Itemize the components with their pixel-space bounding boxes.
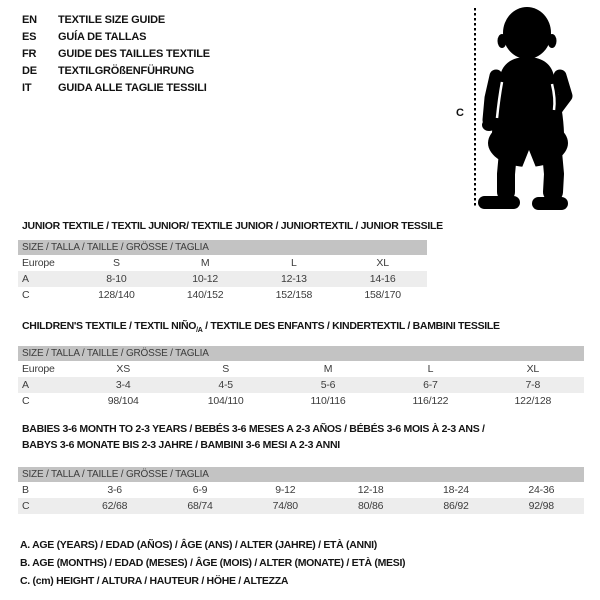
size-header-bar: SIZE / TALLA / TAILLE / GRÖSSE / TAGLIA (18, 240, 427, 255)
size-cell: 12-13 (280, 273, 307, 285)
lang-code: DE (22, 65, 37, 77)
lang-code: EN (22, 14, 37, 26)
size-cell: 86/92 (443, 500, 469, 512)
size-cell: 3-6 (107, 484, 122, 496)
row-label: A (22, 379, 29, 391)
lang-label: GUIDE DES TAILLES TEXTILE (58, 48, 210, 60)
size-cell: 62/68 (102, 500, 128, 512)
size-cell: 4-5 (218, 379, 233, 391)
size-cell: 7-8 (525, 379, 541, 391)
size-cell: 122/128 (514, 395, 552, 407)
lang-row-it (22, 80, 210, 97)
size-cell: M (200, 257, 210, 269)
lang-row-en (22, 12, 210, 29)
size-cell: 5-6 (320, 379, 336, 391)
row-label: C (22, 500, 30, 512)
size-cell: XL (526, 363, 540, 375)
row-label: C (22, 289, 30, 301)
size-cell: S (112, 257, 120, 269)
size-header-bar: SIZE / TALLA / TAILLE / GRÖSSE / TAGLIA (18, 346, 584, 361)
section-title-junior: JUNIOR TEXTILE / TEXTIL JUNIOR/ TEXTILE JUNIOR / JUNIORTEXTIL / JUNIOR TESSILE (22, 220, 443, 232)
lang-row-fr (22, 46, 210, 63)
size-cell: 152/158 (275, 289, 313, 301)
table-row-height (18, 498, 584, 514)
size-cell: 6-9 (192, 484, 208, 496)
size-cell: 140/152 (186, 289, 224, 301)
size-cell: 158/170 (364, 289, 401, 301)
table-row-height (18, 393, 584, 409)
language-header (22, 12, 210, 97)
size-cell: 110/116 (310, 395, 346, 407)
footnote-c: C. (cm) HEIGHT / ALTURA / HAUTEUR / HÖHE / ALTEZZA (20, 575, 289, 587)
size-cell: 3-4 (115, 379, 131, 391)
lang-label: TEXTILGRÖßENFÜHRUNG (58, 65, 195, 77)
size-cell: XL (376, 257, 389, 269)
title-line-1: BABIES 3-6 MONTH TO 2-3 YEARS / BEBÉS 3-6 MESES A 2-3 AÑOS / BÉBÉS 3-6 MOIS À 2-3 ANS / (22, 423, 485, 435)
lang-label: TEXTILE SIZE GUIDE (58, 14, 166, 26)
baby-silhouette-icon (476, 2, 580, 210)
size-cell: 92/98 (528, 500, 554, 512)
table-row-months (18, 482, 584, 498)
lang-code: FR (22, 48, 37, 60)
title-subscript: /A (196, 327, 203, 335)
table-row-height (18, 287, 427, 303)
size-cell: 68/74 (187, 500, 213, 512)
footnote-b: B. AGE (MONTHS) / EDAD (MESES) / ÂGE (MOIS) / ALTER (MONATE) / ETÀ (MESI) (20, 557, 406, 569)
size-cell: S (222, 363, 230, 375)
row-label: B (22, 484, 29, 496)
title-part: / TEXTILE DES ENFANTS / KINDERTEXTIL / BAMBINI TESSILE (202, 320, 500, 332)
section-title-children (22, 318, 500, 339)
table-row-age (18, 271, 427, 287)
row-label: Europe (22, 363, 55, 375)
size-cell: 74/80 (272, 500, 298, 512)
row-label: Europe (22, 257, 55, 269)
size-table-junior (18, 240, 427, 303)
footnote-a: A. AGE (YEARS) / EDAD (AÑOS) / ÂGE (ANS) / ALTER (JAHRE) / ETÀ (ANNI) (20, 539, 377, 551)
size-cell: 6-7 (423, 379, 438, 391)
size-cell: 24-36 (528, 484, 555, 496)
size-cell: 10-12 (192, 273, 219, 285)
size-cell: 14-16 (369, 273, 396, 285)
lang-code: IT (22, 82, 32, 94)
size-header-bar: SIZE / TALLA / TAILLE / GRÖSSE / TAGLIA (18, 467, 584, 482)
title-part: CHILDREN'S TEXTILE / TEXTIL NIÑO (22, 320, 197, 332)
size-cell: XS (116, 363, 130, 375)
row-label: A (22, 273, 29, 285)
size-cell: L (291, 257, 297, 269)
lang-code: ES (22, 31, 37, 43)
lang-label: GUÍA DE TALLAS (58, 31, 147, 43)
table-row-europe (18, 361, 584, 377)
lang-row-es (22, 29, 210, 46)
size-cell: 128/140 (98, 289, 135, 301)
size-cell: 116/122 (412, 395, 449, 407)
size-table-babies (18, 467, 584, 514)
lang-row-de (22, 63, 210, 80)
height-marker-label: C (456, 107, 464, 119)
size-cell: 18-24 (443, 484, 469, 496)
footnotes (20, 536, 405, 590)
table-row-europe (18, 255, 427, 271)
table-row-age (18, 377, 584, 393)
size-cell: 9-12 (275, 484, 296, 496)
lang-label: GUIDA ALLE TAGLIE TESSILI (58, 82, 207, 94)
size-cell: L (427, 363, 434, 375)
size-cell: M (323, 363, 333, 375)
size-table-children (18, 346, 584, 409)
row-label: C (22, 395, 30, 407)
title-line-2: BABYS 3-6 MONATE BIS 2-3 JAHRE / BAMBINI 3-6 MESI A 2-3 ANNI (22, 439, 340, 451)
size-cell: 98/104 (107, 395, 139, 407)
section-title-babies (22, 421, 485, 453)
size-cell: 8-10 (106, 273, 127, 285)
size-cell: 80/86 (358, 500, 384, 512)
size-cell: 104/110 (207, 395, 244, 407)
size-cell: 12-18 (357, 484, 384, 496)
